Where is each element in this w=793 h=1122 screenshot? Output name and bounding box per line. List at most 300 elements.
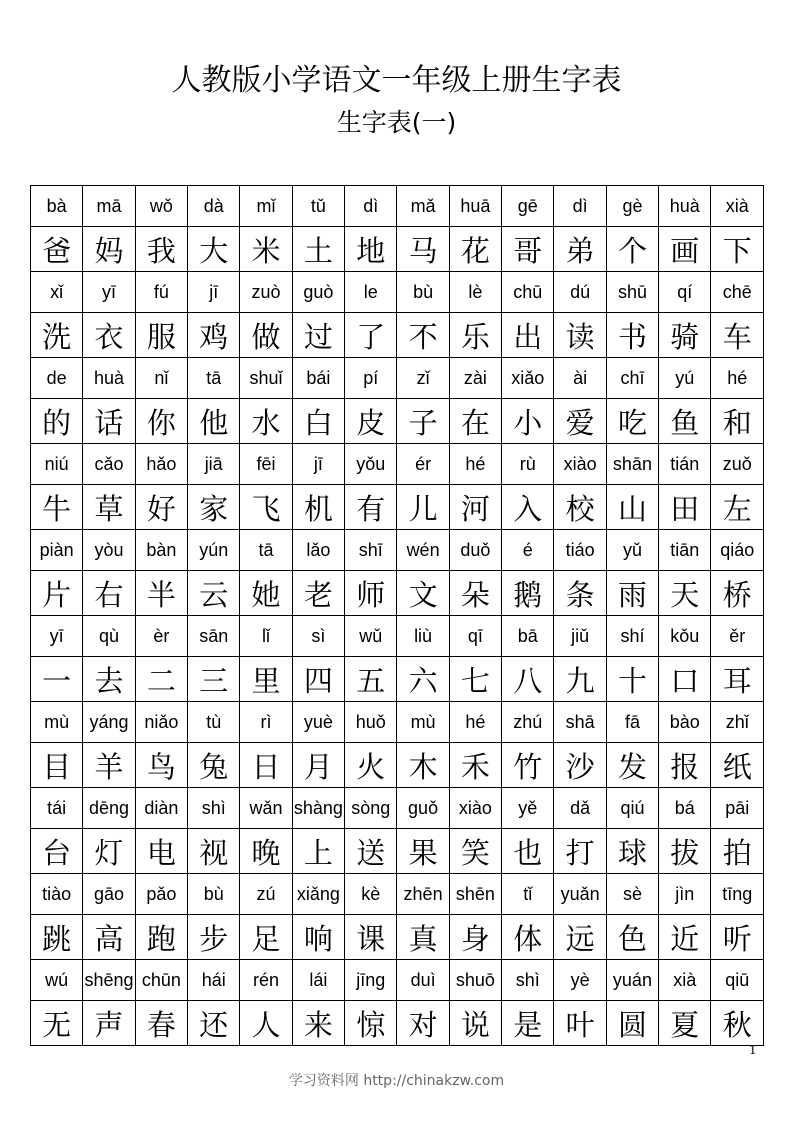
character-cell: 灯 (83, 829, 135, 874)
pinyin-cell: bàn (135, 530, 187, 571)
pinyin-cell: guǒ (397, 788, 449, 829)
pinyin-cell: jiā (188, 444, 240, 485)
character-cell: 片 (31, 571, 83, 616)
pinyin-cell: wǎn (240, 788, 292, 829)
character-cell: 纸 (711, 743, 764, 788)
character-cell: 打 (554, 829, 606, 874)
character-cell: 沙 (554, 743, 606, 788)
character-cell: 过 (292, 313, 344, 358)
pinyin-cell: hé (449, 702, 501, 743)
pinyin-cell: dà (188, 186, 240, 227)
character-cell: 也 (502, 829, 554, 874)
pinyin-cell: tā (188, 358, 240, 399)
character-cell: 朵 (449, 571, 501, 616)
character-cell: 土 (292, 227, 344, 272)
character-cell: 声 (83, 1001, 135, 1046)
character-cell: 远 (554, 915, 606, 960)
pinyin-cell: chū (502, 272, 554, 313)
pinyin-cell: hé (449, 444, 501, 485)
character-row (31, 399, 764, 444)
character-cell: 还 (188, 1001, 240, 1046)
character-cell: 视 (188, 829, 240, 874)
character-cell: 桥 (711, 571, 764, 616)
pinyin-cell: lái (292, 960, 344, 1001)
character-cell: 步 (188, 915, 240, 960)
pinyin-cell: xià (659, 960, 711, 1001)
pinyin-cell: tiān (659, 530, 711, 571)
pinyin-cell: jīng (345, 960, 397, 1001)
pinyin-cell: xiào (554, 444, 606, 485)
pinyin-cell: tù (188, 702, 240, 743)
character-cell: 车 (711, 313, 764, 358)
pinyin-cell: lǐ (240, 616, 292, 657)
character-cell: 妈 (83, 227, 135, 272)
pinyin-cell: fú (135, 272, 187, 313)
pinyin-cell: sì (292, 616, 344, 657)
character-cell: 不 (397, 313, 449, 358)
pinyin-cell: tǐ (502, 874, 554, 915)
pinyin-cell: dú (554, 272, 606, 313)
character-cell: 家 (188, 485, 240, 530)
character-cell: 日 (240, 743, 292, 788)
character-cell: 秋 (711, 1001, 764, 1046)
pinyin-row (31, 272, 764, 313)
character-cell: 骑 (659, 313, 711, 358)
pinyin-cell: bà (31, 186, 83, 227)
character-row (31, 485, 764, 530)
character-cell: 有 (345, 485, 397, 530)
pinyin-cell: sān (188, 616, 240, 657)
pinyin-cell: ěr (711, 616, 764, 657)
pinyin-cell: sòng (345, 788, 397, 829)
pinyin-cell: mù (31, 702, 83, 743)
character-cell: 兔 (188, 743, 240, 788)
character-cell: 的 (31, 399, 83, 444)
character-cell: 三 (188, 657, 240, 702)
character-cell: 衣 (83, 313, 135, 358)
pinyin-cell: xià (711, 186, 764, 227)
character-cell: 惊 (345, 1001, 397, 1046)
character-cell: 六 (397, 657, 449, 702)
character-cell: 大 (188, 227, 240, 272)
character-cell: 我 (135, 227, 187, 272)
pinyin-cell: shēn (449, 874, 501, 915)
character-row (31, 1001, 764, 1046)
pinyin-row (31, 358, 764, 399)
pinyin-cell: jìn (659, 874, 711, 915)
pinyin-cell: mǎ (397, 186, 449, 227)
pinyin-cell: pāi (711, 788, 764, 829)
character-cell: 草 (83, 485, 135, 530)
character-cell: 她 (240, 571, 292, 616)
character-cell: 花 (449, 227, 501, 272)
pinyin-cell: shā (554, 702, 606, 743)
character-cell: 文 (397, 571, 449, 616)
character-cell: 四 (292, 657, 344, 702)
character-cell: 身 (449, 915, 501, 960)
character-cell: 个 (606, 227, 658, 272)
character-cell: 好 (135, 485, 187, 530)
pinyin-row (31, 530, 764, 571)
pinyin-cell: yě (502, 788, 554, 829)
character-cell: 读 (554, 313, 606, 358)
pinyin-row (31, 616, 764, 657)
character-cell: 体 (502, 915, 554, 960)
character-cell: 条 (554, 571, 606, 616)
pinyin-cell: yuǎn (554, 874, 606, 915)
pinyin-cell: qiú (606, 788, 658, 829)
pinyin-cell: de (31, 358, 83, 399)
character-cell: 报 (659, 743, 711, 788)
character-cell: 河 (449, 485, 501, 530)
character-cell: 地 (345, 227, 397, 272)
pinyin-cell: bù (397, 272, 449, 313)
pinyin-cell: nǐ (135, 358, 187, 399)
character-cell: 发 (606, 743, 658, 788)
character-cell: 夏 (659, 1001, 711, 1046)
character-cell: 洗 (31, 313, 83, 358)
pinyin-cell: wú (31, 960, 83, 1001)
pinyin-cell: lǎo (292, 530, 344, 571)
pinyin-cell: zuǒ (711, 444, 764, 485)
character-cell: 儿 (397, 485, 449, 530)
character-cell: 天 (659, 571, 711, 616)
character-cell: 子 (397, 399, 449, 444)
pinyin-cell: shī (345, 530, 397, 571)
pinyin-cell: gè (606, 186, 658, 227)
pinyin-cell: piàn (31, 530, 83, 571)
character-cell: 二 (135, 657, 187, 702)
character-row (31, 743, 764, 788)
character-cell: 色 (606, 915, 658, 960)
character-cell: 吃 (606, 399, 658, 444)
pinyin-cell: shàng (292, 788, 344, 829)
character-cell: 禾 (449, 743, 501, 788)
pinyin-cell: yī (83, 272, 135, 313)
pinyin-cell: jī (188, 272, 240, 313)
character-cell: 出 (502, 313, 554, 358)
character-cell: 哥 (502, 227, 554, 272)
character-cell: 听 (711, 915, 764, 960)
pinyin-cell: gāo (83, 874, 135, 915)
character-cell: 跑 (135, 915, 187, 960)
character-cell: 鱼 (659, 399, 711, 444)
pinyin-cell: hé (711, 358, 764, 399)
character-cell: 拍 (711, 829, 764, 874)
pinyin-cell: dǎ (554, 788, 606, 829)
pinyin-cell: yè (554, 960, 606, 1001)
character-cell: 真 (397, 915, 449, 960)
character-cell: 小 (502, 399, 554, 444)
pinyin-cell: shì (502, 960, 554, 1001)
character-cell: 上 (292, 829, 344, 874)
pinyin-cell: mā (83, 186, 135, 227)
pinyin-cell: chūn (135, 960, 187, 1001)
character-table (30, 185, 764, 1046)
pinyin-cell: chī (606, 358, 658, 399)
character-cell: 晚 (240, 829, 292, 874)
pinyin-cell: yú (659, 358, 711, 399)
character-cell: 老 (292, 571, 344, 616)
pinyin-cell: é (502, 530, 554, 571)
character-cell: 田 (659, 485, 711, 530)
character-cell: 目 (31, 743, 83, 788)
character-cell: 春 (135, 1001, 187, 1046)
pinyin-cell: huǒ (345, 702, 397, 743)
pinyin-cell: rì (240, 702, 292, 743)
pinyin-row (31, 788, 764, 829)
pinyin-cell: mǐ (240, 186, 292, 227)
pinyin-row (31, 702, 764, 743)
character-cell: 无 (31, 1001, 83, 1046)
character-cell: 书 (606, 313, 658, 358)
character-cell: 台 (31, 829, 83, 874)
pinyin-cell: chē (711, 272, 764, 313)
pinyin-cell: tā (240, 530, 292, 571)
pinyin-cell: wǔ (345, 616, 397, 657)
character-cell: 人 (240, 1001, 292, 1046)
character-cell: 木 (397, 743, 449, 788)
pinyin-cell: niú (31, 444, 83, 485)
pinyin-cell: yáng (83, 702, 135, 743)
character-cell: 五 (345, 657, 397, 702)
character-cell: 做 (240, 313, 292, 358)
pinyin-cell: diàn (135, 788, 187, 829)
pinyin-cell: niǎo (135, 702, 187, 743)
pinyin-cell: shuǐ (240, 358, 292, 399)
pinyin-cell: èr (135, 616, 187, 657)
character-cell: 来 (292, 1001, 344, 1046)
character-cell: 弟 (554, 227, 606, 272)
pinyin-cell: shì (188, 788, 240, 829)
pinyin-cell: kè (345, 874, 397, 915)
pinyin-cell: lè (449, 272, 501, 313)
character-cell: 近 (659, 915, 711, 960)
pinyin-cell: yī (31, 616, 83, 657)
character-cell: 鸟 (135, 743, 187, 788)
pinyin-cell: qiáo (711, 530, 764, 571)
pinyin-cell: dì (345, 186, 397, 227)
pinyin-cell: mù (397, 702, 449, 743)
pinyin-cell: hǎo (135, 444, 187, 485)
pinyin-cell: shū (606, 272, 658, 313)
character-cell: 水 (240, 399, 292, 444)
character-cell: 他 (188, 399, 240, 444)
character-cell: 是 (502, 1001, 554, 1046)
character-cell: 在 (449, 399, 501, 444)
character-cell: 送 (345, 829, 397, 874)
character-cell: 说 (449, 1001, 501, 1046)
pinyin-cell: huā (449, 186, 501, 227)
character-row (31, 571, 764, 616)
character-cell: 七 (449, 657, 501, 702)
pinyin-cell: rù (502, 444, 554, 485)
pinyin-cell: huà (659, 186, 711, 227)
character-cell: 月 (292, 743, 344, 788)
pinyin-cell: wǒ (135, 186, 187, 227)
character-cell: 球 (606, 829, 658, 874)
character-cell: 右 (83, 571, 135, 616)
character-cell: 山 (606, 485, 658, 530)
pinyin-cell: tái (31, 788, 83, 829)
pinyin-cell: huà (83, 358, 135, 399)
character-cell: 口 (659, 657, 711, 702)
pinyin-cell: shuō (449, 960, 501, 1001)
pinyin-cell: yǒu (345, 444, 397, 485)
pinyin-cell: yuán (606, 960, 658, 1001)
character-cell: 白 (292, 399, 344, 444)
character-cell: 对 (397, 1001, 449, 1046)
pinyin-cell: dì (554, 186, 606, 227)
character-cell: 高 (83, 915, 135, 960)
character-cell: 十 (606, 657, 658, 702)
pinyin-cell: qī (449, 616, 501, 657)
character-cell: 足 (240, 915, 292, 960)
pinyin-cell: bái (292, 358, 344, 399)
pinyin-cell: tiáo (554, 530, 606, 571)
pinyin-cell: shān (606, 444, 658, 485)
pinyin-cell: duǒ (449, 530, 501, 571)
character-table-body (31, 186, 764, 1046)
character-cell: 话 (83, 399, 135, 444)
pinyin-row (31, 186, 764, 227)
character-cell: 跳 (31, 915, 83, 960)
character-cell: 爱 (554, 399, 606, 444)
pinyin-cell: zú (240, 874, 292, 915)
pinyin-row (31, 874, 764, 915)
character-cell: 皮 (345, 399, 397, 444)
pinyin-cell: tián (659, 444, 711, 485)
pinyin-cell: xiǎo (502, 358, 554, 399)
pinyin-cell: tǔ (292, 186, 344, 227)
character-cell: 去 (83, 657, 135, 702)
pinyin-cell: cǎo (83, 444, 135, 485)
character-cell: 笑 (449, 829, 501, 874)
character-row (31, 657, 764, 702)
pinyin-cell: xiào (449, 788, 501, 829)
pinyin-cell: gē (502, 186, 554, 227)
character-cell: 羊 (83, 743, 135, 788)
character-cell: 八 (502, 657, 554, 702)
character-cell: 和 (711, 399, 764, 444)
character-cell: 拔 (659, 829, 711, 874)
character-cell: 里 (240, 657, 292, 702)
pinyin-cell: bào (659, 702, 711, 743)
page-title: 人教版小学语文一年级上册生字表 (171, 63, 622, 98)
character-cell: 了 (345, 313, 397, 358)
pinyin-cell: yòu (83, 530, 135, 571)
character-cell: 机 (292, 485, 344, 530)
character-cell: 画 (659, 227, 711, 272)
character-cell: 火 (345, 743, 397, 788)
pinyin-cell: shēng (83, 960, 135, 1001)
character-cell: 校 (554, 485, 606, 530)
pinyin-cell: qiū (711, 960, 764, 1001)
pinyin-row (31, 444, 764, 485)
character-cell: 果 (397, 829, 449, 874)
character-cell: 牛 (31, 485, 83, 530)
pinyin-cell: wén (397, 530, 449, 571)
pinyin-cell: bá (659, 788, 711, 829)
character-row (31, 313, 764, 358)
pinyin-cell: ér (397, 444, 449, 485)
character-cell: 课 (345, 915, 397, 960)
pinyin-cell: jī (292, 444, 344, 485)
pinyin-cell: hái (188, 960, 240, 1001)
pinyin-cell: pí (345, 358, 397, 399)
pinyin-cell: dēng (83, 788, 135, 829)
character-cell: 你 (135, 399, 187, 444)
pinyin-cell: yún (188, 530, 240, 571)
pinyin-cell: tīng (711, 874, 764, 915)
pinyin-cell: duì (397, 960, 449, 1001)
pinyin-cell: zhǐ (711, 702, 764, 743)
character-row (31, 915, 764, 960)
character-cell: 师 (345, 571, 397, 616)
pinyin-row (31, 960, 764, 1001)
pinyin-cell: ài (554, 358, 606, 399)
character-cell: 入 (502, 485, 554, 530)
character-cell: 九 (554, 657, 606, 702)
character-cell: 服 (135, 313, 187, 358)
pinyin-cell: yǔ (606, 530, 658, 571)
character-row (31, 829, 764, 874)
pinyin-cell: le (345, 272, 397, 313)
page-number: 1 (749, 1043, 757, 1057)
pinyin-cell: pǎo (135, 874, 187, 915)
pinyin-cell: zhēn (397, 874, 449, 915)
pinyin-cell: xiǎng (292, 874, 344, 915)
character-cell: 一 (31, 657, 83, 702)
pinyin-cell: zhú (502, 702, 554, 743)
pinyin-cell: qù (83, 616, 135, 657)
pinyin-cell: qí (659, 272, 711, 313)
pinyin-cell: liù (397, 616, 449, 657)
character-cell: 下 (711, 227, 764, 272)
character-cell: 云 (188, 571, 240, 616)
pinyin-cell: fā (606, 702, 658, 743)
character-cell: 乐 (449, 313, 501, 358)
pinyin-cell: kǒu (659, 616, 711, 657)
character-cell: 响 (292, 915, 344, 960)
character-cell: 耳 (711, 657, 764, 702)
footer-watermark: 学习资料网 http://chinakzw.com (288, 1073, 505, 1089)
character-cell: 鹅 (502, 571, 554, 616)
character-cell: 爸 (31, 227, 83, 272)
character-cell: 圆 (606, 1001, 658, 1046)
character-cell: 马 (397, 227, 449, 272)
pinyin-cell: jiǔ (554, 616, 606, 657)
pinyin-cell: bù (188, 874, 240, 915)
character-cell: 叶 (554, 1001, 606, 1046)
character-cell: 竹 (502, 743, 554, 788)
pinyin-cell: zài (449, 358, 501, 399)
pinyin-cell: bā (502, 616, 554, 657)
pinyin-cell: xǐ (31, 272, 83, 313)
character-cell: 鸡 (188, 313, 240, 358)
pinyin-cell: fēi (240, 444, 292, 485)
character-cell: 左 (711, 485, 764, 530)
character-cell: 雨 (606, 571, 658, 616)
character-cell: 电 (135, 829, 187, 874)
pinyin-cell: rén (240, 960, 292, 1001)
character-cell: 半 (135, 571, 187, 616)
pinyin-cell: guò (292, 272, 344, 313)
pinyin-cell: shí (606, 616, 658, 657)
character-cell: 飞 (240, 485, 292, 530)
pinyin-cell: tiào (31, 874, 83, 915)
character-cell: 米 (240, 227, 292, 272)
